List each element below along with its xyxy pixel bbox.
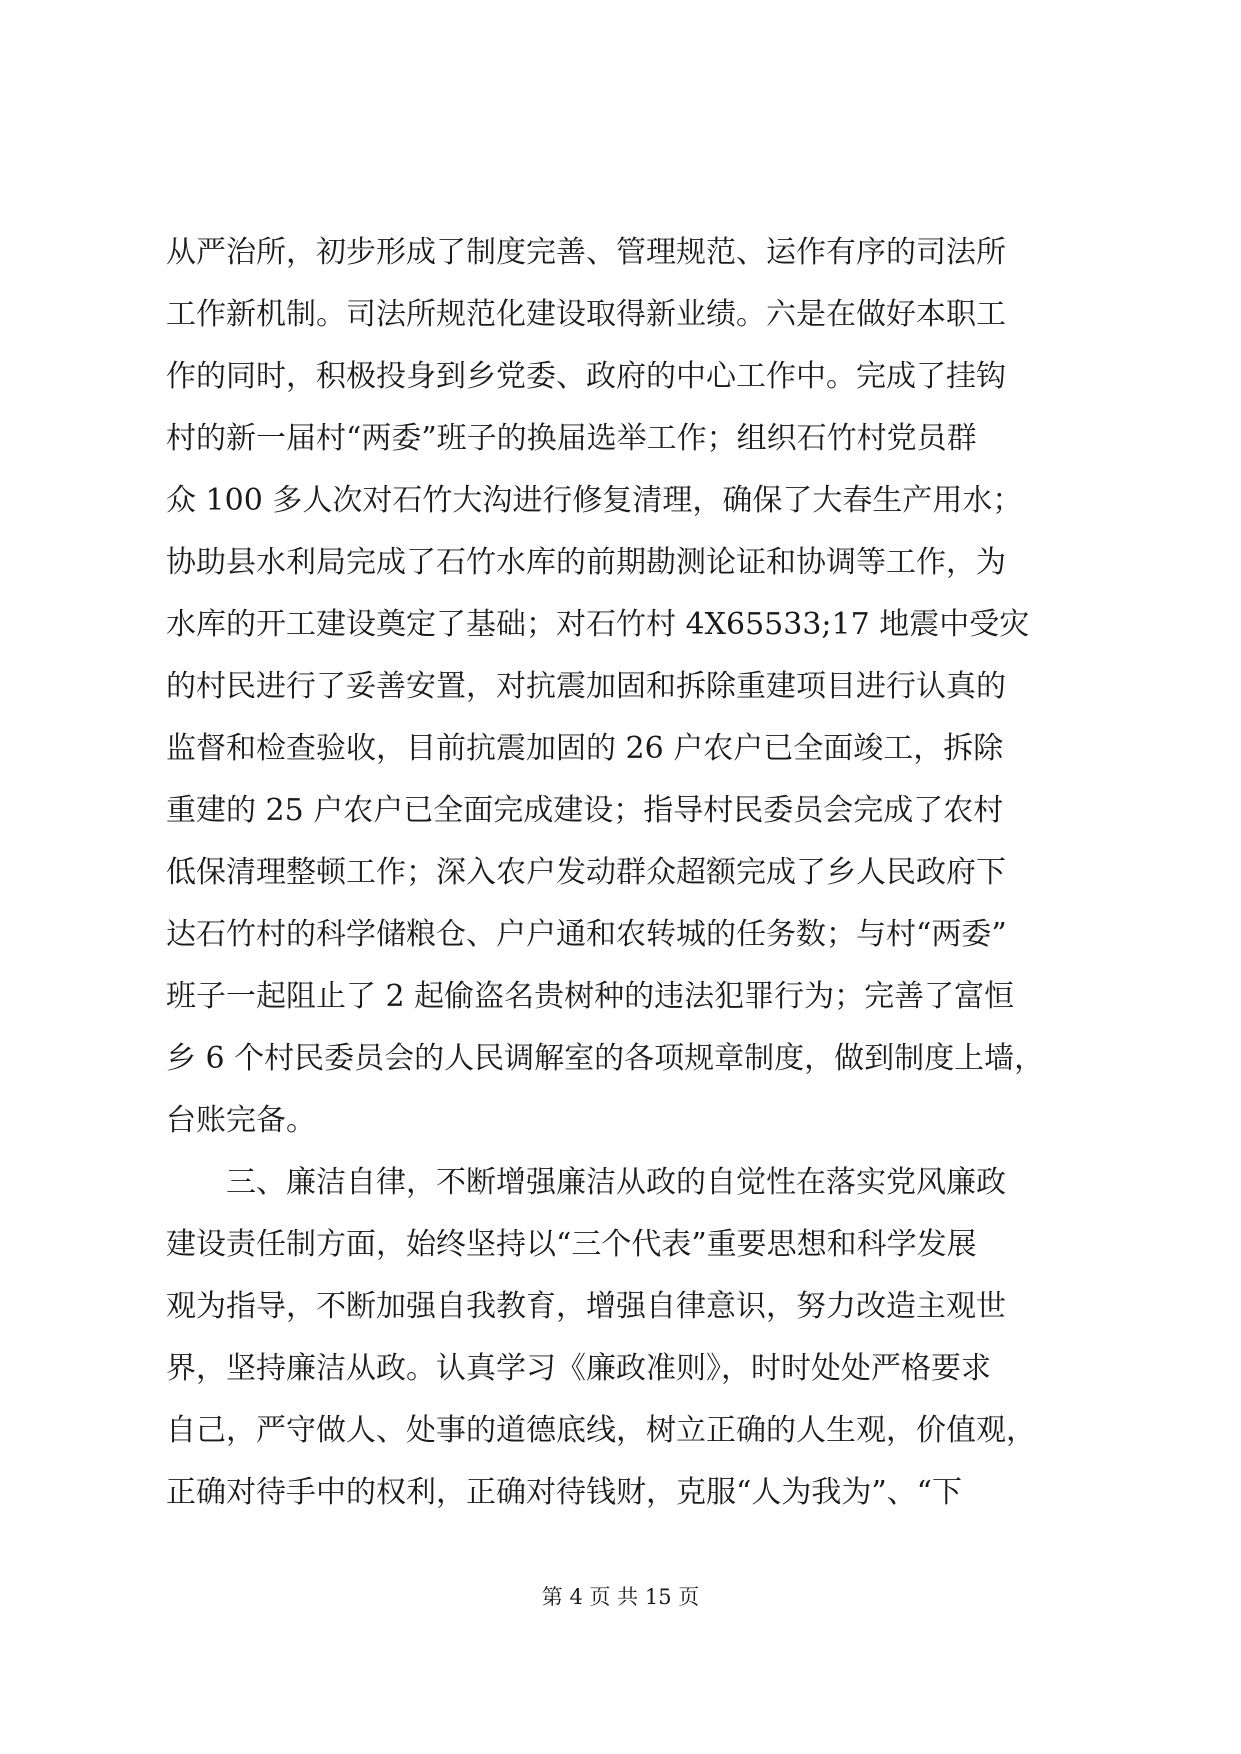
text-line: 协助县水利局完成了石竹水库的前期勘测论证和协调等工作，为 <box>166 545 1006 580</box>
text-line: 水库的开工建设奠定了基础；对石竹村 4X65533;17 地震中受灾 <box>166 607 1030 642</box>
text-line: 台账完备。 <box>166 1103 316 1138</box>
section-heading-line: 三、廉洁自律，不断增强廉洁从政的自觉性在落实党风廉政 <box>226 1165 1006 1200</box>
text-line: 重建的 25 户农户已全面完成建设；指导村民委员会完成了农村 <box>166 793 1004 828</box>
text-line: 乡 6 个村民委员会的人民调解室的各项规章制度，做到制度上墙， <box>166 1041 1045 1076</box>
text-line: 村的新一届村“两委”班子的换届选举工作；组织石竹村党员群 <box>166 421 977 456</box>
text-line: 监督和检查验收，目前抗震加固的 26 户农户已全面竣工，拆除 <box>166 731 1004 766</box>
text-line: 作的同时，积极投身到乡党委、政府的中心工作中。完成了挂钩 <box>166 359 1006 394</box>
text-line: 界，坚持廉洁从政。认真学习《廉政准则》，时时处处严格要求 <box>166 1351 991 1386</box>
text-line: 建设责任制方面，始终坚持以“三个代表”重要思想和科学发展 <box>166 1227 977 1262</box>
text-line: 班子一起阻止了 2 起偷盗名贵树种的违法犯罪行为；完善了富恒 <box>166 979 1015 1014</box>
text-line: 工作新机制。司法所规范化建设取得新业绩。六是在做好本职工 <box>166 297 1006 332</box>
text-line: 自己，严守做人、处事的道德底线，树立正确的人生观，价值观， <box>166 1413 1036 1448</box>
text-line: 的村民进行了妥善安置，对抗震加固和拆除重建项目进行认真的 <box>166 669 1006 704</box>
text-line: 从严治所，初步形成了制度完善、管理规范、运作有序的司法所 <box>166 235 1006 270</box>
text-line: 观为指导，不断加强自我教育，增强自律意识，努力改造主观世 <box>166 1289 1006 1324</box>
text-line: 众 100 多人次对石竹大沟进行修复清理，确保了大春生产用水； <box>166 483 1023 518</box>
page-number-footer: 第 4 页 共 15 页 <box>541 1585 700 1609</box>
text-line: 正确对待手中的权利，正确对待钱财，克服“人为我为”、“下 <box>166 1475 963 1510</box>
text-line: 低保清理整顿工作；深入农户发动群众超额完成了乡人民政府下 <box>166 855 1006 890</box>
text-line: 达石竹村的科学储粮仓、户户通和农转城的任务数；与村“两委” <box>166 917 1007 952</box>
